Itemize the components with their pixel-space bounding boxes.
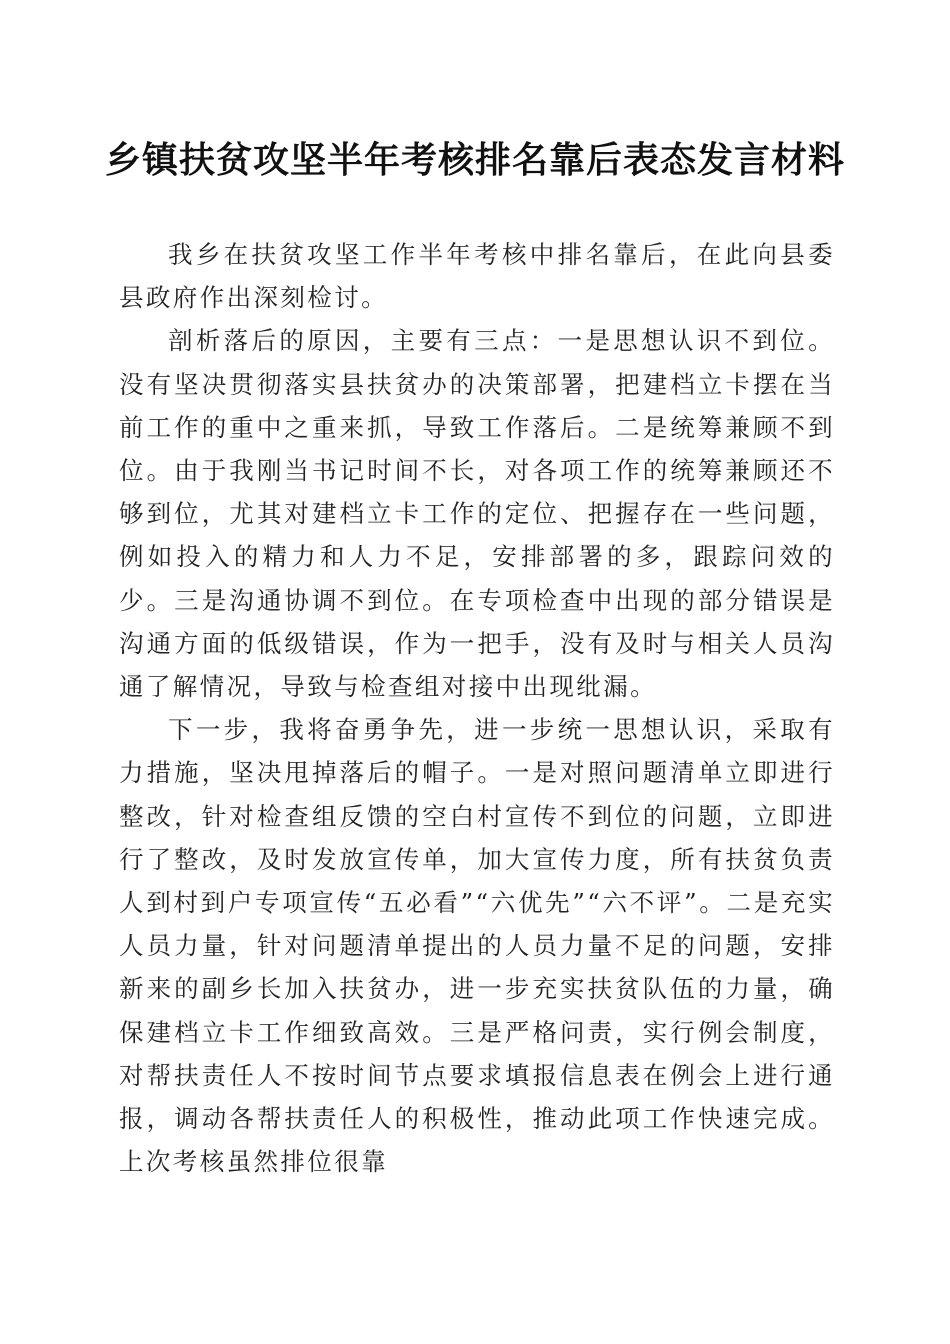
- paragraph-next-steps: 下一步，我将奋勇争先，进一步统一思想认识，采取有力措施，坚决甩掉落后的帽子。一是对照问题清单立即进行整改，针对检查组反馈的空白村宣传不到位的问题，立即进行了整改，及时发放宣传单，加大宣传力度，所有扶贫负责人到村到户专项宣传“五必看”“六优先”“六不评”。二是充实人员力量，针对问题清单提出的人员力量不足的问题，安排新来的副乡长加入扶贫办，进一步充实扶贫队伍的力量，确保建档立卡工作细致高效。三是严格问责，实行例会制度，对帮扶责任人不按时间节点要求填报信息表在例会上进行通报，调动各帮扶责任人的积极性，推动此项工作快速完成。上次考核虽然排位很靠: [119, 715, 835, 1177]
- paragraph-causes: 剖析落后的原因，主要有三点：一是思想认识不到位。没有坚决贯彻落实县扶贫办的决策部署，把建档立卡摆在当前工作的重中之重来抓，导致工作落后。二是统筹兼顾不到位。由于我刚当书记时间不长，对各项工作的统筹兼顾还不够到位，尤其对建档立卡工作的定位、把握存在一些问题，例如投入的精力和人力不足，安排部署的多，跟踪问效的少。三是沟通协调不到位。在专项检查中出现的部分错误是沟通方面的低级错误，作为一把手，没有及时与相关人员沟通了解情况，导致与检查组对接中出现纰漏。: [119, 326, 835, 702]
- document-title: 乡镇扶贫攻坚半年考核排名靠后表态发言材料: [104, 139, 845, 181]
- document-body: [119, 233, 835, 1183]
- paragraph-intro: 我乡在扶贫攻坚工作半年考核中排名靠后，在此向县委县政府作出深刻检讨。: [119, 240, 835, 313]
